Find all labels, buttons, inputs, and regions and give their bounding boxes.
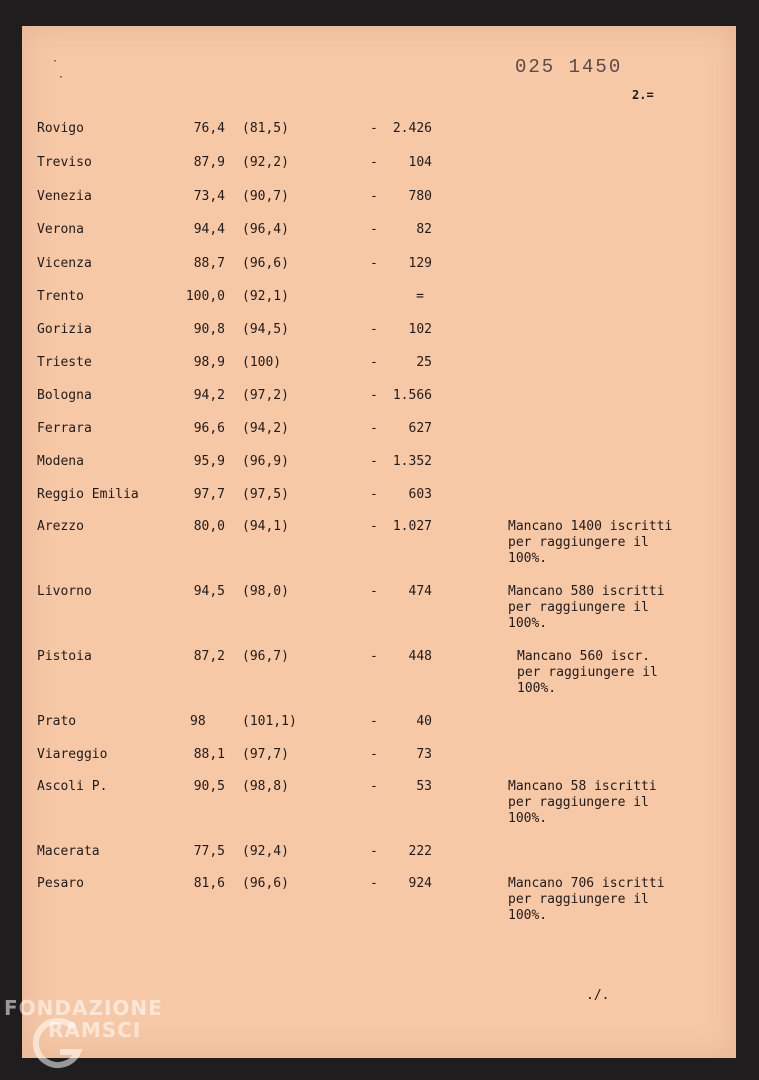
minus-sign: - (370, 454, 378, 469)
minus-sign: - (370, 222, 378, 237)
province-name: Trento (37, 289, 84, 304)
difference: 25 (416, 355, 432, 370)
margin-note: Mancano 580 iscritti per raggiungere il 100%. (508, 584, 665, 631)
percentage: 80,0 (193, 519, 225, 534)
archive-number: 025 1450 (515, 56, 623, 78)
previous-percentage: (94,5) (242, 322, 289, 337)
difference: 2.426 (392, 121, 432, 136)
province-name: Livorno (37, 584, 92, 599)
previous-percentage: (92,2) (242, 155, 289, 170)
minus-sign: - (370, 421, 378, 436)
margin-note: Mancano 58 iscritti per raggiungere il 100%. (508, 779, 657, 826)
difference: 603 (408, 487, 432, 502)
difference: 104 (408, 155, 432, 170)
difference: 1.352 (392, 454, 432, 469)
minus-sign: - (370, 487, 378, 502)
difference: = (416, 289, 424, 304)
difference: 53 (416, 779, 432, 794)
previous-percentage: (81,5) (242, 121, 289, 136)
minus-sign: - (370, 876, 378, 891)
difference: 40 (416, 714, 432, 729)
province-name: Modena (37, 454, 84, 469)
paper-speck: · (52, 56, 59, 67)
province-name: Ferrara (37, 421, 92, 436)
difference: 129 (408, 256, 432, 271)
difference: 627 (408, 421, 432, 436)
province-name: Treviso (37, 155, 92, 170)
previous-percentage: (94,1) (242, 519, 289, 534)
previous-percentage: (96,4) (242, 222, 289, 237)
percentage: 100,0 (185, 289, 225, 304)
province-name: Macerata (37, 844, 100, 859)
previous-percentage: (98,8) (242, 779, 289, 794)
difference: 73 (416, 747, 432, 762)
minus-sign: - (370, 256, 378, 271)
percentage: 95,9 (193, 454, 225, 469)
province-name: Vicenza (37, 256, 92, 271)
previous-percentage: (96,6) (242, 256, 289, 271)
previous-percentage: (96,9) (242, 454, 289, 469)
minus-sign: - (370, 388, 378, 403)
difference: 448 (408, 649, 432, 664)
previous-percentage: (100) (242, 355, 282, 370)
minus-sign: - (370, 844, 378, 859)
percentage: 90,5 (193, 779, 225, 794)
minus-sign: - (370, 322, 378, 337)
minus-sign: - (370, 189, 378, 204)
watermark-line-2: RAMSCI (48, 1018, 142, 1042)
percentage: 98 (190, 714, 206, 729)
difference: 1.566 (392, 388, 432, 403)
minus-sign: - (370, 779, 378, 794)
province-name: Venezia (37, 189, 92, 204)
previous-percentage: (97,2) (242, 388, 289, 403)
minus-sign: - (370, 121, 378, 136)
previous-percentage: (96,6) (242, 876, 289, 891)
previous-percentage: (94,2) (242, 421, 289, 436)
minus-sign: - (370, 519, 378, 534)
difference: 222 (408, 844, 432, 859)
percentage: 97,7 (193, 487, 225, 502)
percentage: 98,9 (193, 355, 225, 370)
watermark-line-1: FONDAZIONE (4, 996, 163, 1020)
previous-percentage: (90,7) (242, 189, 289, 204)
percentage: 94,5 (193, 584, 225, 599)
percentage: 94,4 (193, 222, 225, 237)
percentage: 88,1 (193, 747, 225, 762)
minus-sign: - (370, 155, 378, 170)
previous-percentage: (92,4) (242, 844, 289, 859)
margin-note: Mancano 1400 iscritti per raggiungere il 100%. (508, 519, 673, 566)
minus-sign: - (370, 584, 378, 599)
province-name: Trieste (37, 355, 92, 370)
minus-sign: - (370, 747, 378, 762)
previous-percentage: (97,7) (242, 747, 289, 762)
continuation-mark: ./. (586, 988, 610, 1003)
percentage: 87,9 (193, 155, 225, 170)
difference: 82 (416, 222, 432, 237)
province-name: Pesaro (37, 876, 84, 891)
percentage: 90,8 (193, 322, 225, 337)
previous-percentage: (96,7) (242, 649, 289, 664)
previous-percentage: (97,5) (242, 487, 289, 502)
difference: 102 (408, 322, 432, 337)
previous-percentage: (98,0) (242, 584, 289, 599)
previous-percentage: (92,1) (242, 289, 289, 304)
province-name: Ascoli P. (37, 779, 108, 794)
margin-note: Mancano 560 iscr. per raggiungere il 100%. (517, 649, 658, 696)
province-name: Bologna (37, 388, 92, 403)
province-name: Viareggio (37, 747, 108, 762)
difference: 474 (408, 584, 432, 599)
province-name: Reggio Emilia (37, 487, 139, 502)
percentage: 81,6 (193, 876, 225, 891)
paper-speck: · (58, 72, 65, 83)
province-name: Rovigo (37, 121, 84, 136)
minus-sign: - (370, 355, 378, 370)
percentage: 96,6 (193, 421, 225, 436)
percentage: 88,7 (193, 256, 225, 271)
percentage: 87,2 (193, 649, 225, 664)
province-name: Verona (37, 222, 84, 237)
minus-sign: - (370, 714, 378, 729)
province-name: Gorizia (37, 322, 92, 337)
province-name: Pistoia (37, 649, 92, 664)
margin-note: Mancano 706 iscritti per raggiungere il 100%. (508, 876, 665, 923)
minus-sign: - (370, 649, 378, 664)
percentage: 73,4 (193, 189, 225, 204)
fondazione-gramsci-watermark (4, 996, 194, 1076)
previous-percentage: (101,1) (242, 714, 297, 729)
percentage: 94,2 (193, 388, 225, 403)
province-name: Prato (37, 714, 77, 729)
province-name: Arezzo (37, 519, 84, 534)
page-number: 2.= (632, 88, 654, 102)
difference: 924 (408, 876, 432, 891)
difference: 780 (408, 189, 432, 204)
percentage: 77,5 (193, 844, 225, 859)
percentage: 76,4 (193, 121, 225, 136)
difference: 1.027 (392, 519, 432, 534)
